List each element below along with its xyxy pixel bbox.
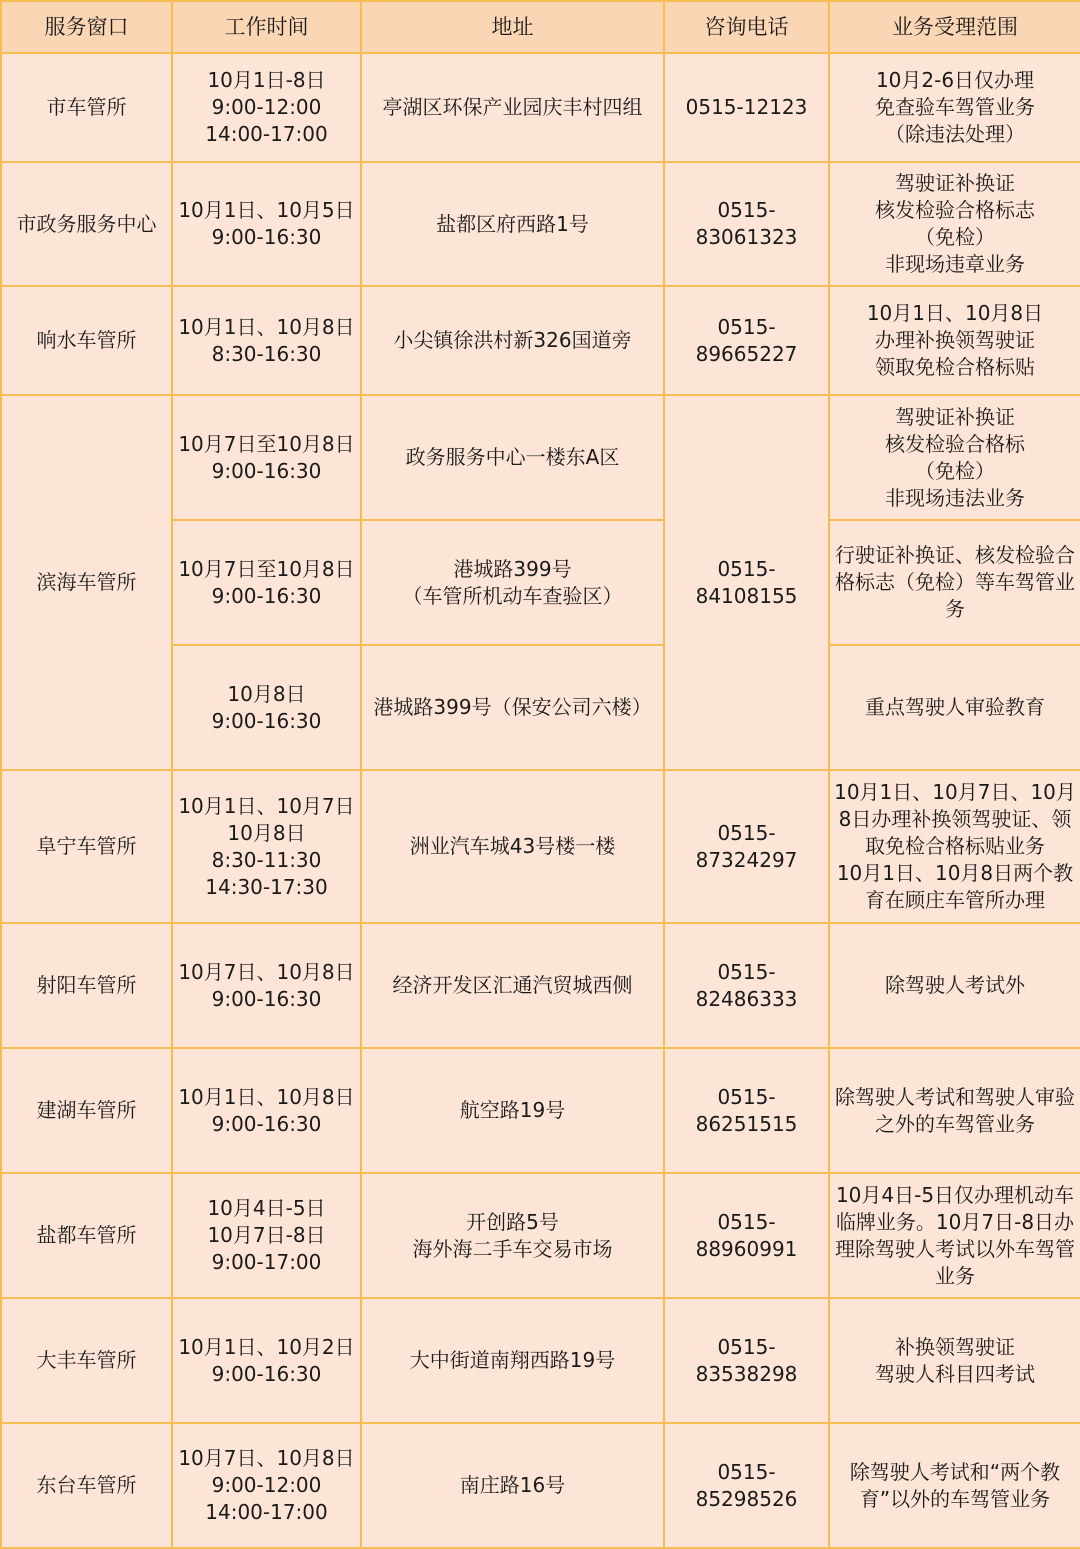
cell-address: 洲业汽车城43号楼一楼 [361,770,664,923]
header-window: 服务窗口 [1,1,172,53]
header-scope: 业务受理范围 [829,1,1080,53]
cell-phone: 0515-82486333 [664,923,829,1048]
cell-phone: 0515-86251515 [664,1048,829,1173]
cell-scope: 驾驶证补换证 核发检验合格标志 （免检） 非现场违章业务 [829,162,1080,286]
cell-time: 10月7日、10月8日 9:00-16:30 [172,923,361,1048]
table-row [1,286,1080,395]
cell-window: 市政务服务中心 [1,162,172,286]
cell-address: 港城路399号（保安公司六楼） [361,645,664,770]
cell-phone: 0515-83061323 [664,162,829,286]
cell-address: 盐都区府西路1号 [361,162,664,286]
cell-address: 航空路19号 [361,1048,664,1173]
cell-scope: 驾驶证补换证 核发检验合格标 （免检） 非现场违法业务 [829,395,1080,520]
cell-window: 建湖车管所 [1,1048,172,1173]
cell-scope: 除驾驶人考试和驾驶人审验之外的车驾管业务 [829,1048,1080,1173]
cell-address: 港城路399号 （车管所机动车查验区） [361,520,664,645]
cell-scope: 行驶证补换证、核发检验合格标志（免检）等车驾管业务 [829,520,1080,645]
cell-address: 开创路5号 海外海二手车交易市场 [361,1173,664,1298]
cell-scope: 10月1日、10月8日 办理补换领驾驶证 领取免检合格标贴 [829,286,1080,395]
cell-time: 10月1日、10月2日 9:00-16:30 [172,1298,361,1423]
cell-time: 10月1日、10月5日 9:00-16:30 [172,162,361,286]
cell-time: 10月1日-8日 9:00-12:00 14:00-17:00 [172,53,361,162]
table-row [1,162,1080,286]
cell-phone: 0515-88960991 [664,1173,829,1298]
header-row [1,1,1080,53]
cell-window: 滨海车管所 [1,395,172,770]
header-time: 工作时间 [172,1,361,53]
cell-phone: 0515-84108155 [664,395,829,770]
table-row [1,1298,1080,1423]
cell-address: 亭湖区环保产业园庆丰村四组 [361,53,664,162]
cell-scope: 重点驾驶人审验教育 [829,645,1080,770]
cell-address: 小尖镇徐洪村新326国道旁 [361,286,664,395]
cell-time: 10月7日至10月8日 9:00-16:30 [172,395,361,520]
cell-window: 响水车管所 [1,286,172,395]
cell-time: 10月1日、10月7日 10月8日 8:30-11:30 14:30-17:30 [172,770,361,923]
cell-time: 10月1日、10月8日 9:00-16:30 [172,1048,361,1173]
cell-scope: 10月4日-5日仅办理机动车临牌业务。10月7日-8日办理除驾驶人考试以外车驾管业务 [829,1173,1080,1298]
cell-address: 南庄路16号 [361,1423,664,1548]
cell-phone: 0515-89665227 [664,286,829,395]
cell-scope: 除驾驶人考试外 [829,923,1080,1048]
cell-window: 市车管所 [1,53,172,162]
table-row [1,1048,1080,1173]
table-row [1,770,1080,923]
table-row [1,53,1080,162]
header-phone: 咨询电话 [664,1,829,53]
cell-window: 阜宁车管所 [1,770,172,923]
cell-phone: 0515-12123 [664,53,829,162]
table-row [1,395,1080,520]
cell-scope: 补换领驾驶证 驾驶人科目四考试 [829,1298,1080,1423]
header-address: 地址 [361,1,664,53]
cell-time: 10月4日-5日 10月7日-8日 9:00-17:00 [172,1173,361,1298]
cell-phone: 0515-85298526 [664,1423,829,1548]
cell-address: 经济开发区汇通汽贸城西侧 [361,923,664,1048]
cell-scope: 除驾驶人考试和“两个教育”以外的车驾管业务 [829,1423,1080,1548]
cell-phone: 0515-83538298 [664,1298,829,1423]
cell-address: 大中街道南翔西路19号 [361,1298,664,1423]
cell-scope: 10月1日、10月7日、10月8日办理补换领驾驶证、领取免检合格标贴业务 10月1日、10月8日两个教育在顾庄车管所办理 [829,770,1080,923]
cell-window: 盐都车管所 [1,1173,172,1298]
cell-scope: 10月2-6日仅办理 免查验车驾管业务 （除违法处理） [829,53,1080,162]
cell-phone: 0515-87324297 [664,770,829,923]
cell-time: 10月7日、10月8日 9:00-12:00 14:00-17:00 [172,1423,361,1548]
cell-address: 政务服务中心一楼东A区 [361,395,664,520]
table-row [1,1173,1080,1298]
cell-window: 射阳车管所 [1,923,172,1048]
table-row [1,1423,1080,1548]
cell-time: 10月1日、10月8日 8:30-16:30 [172,286,361,395]
cell-time: 10月8日 9:00-16:30 [172,645,361,770]
cell-window: 东台车管所 [1,1423,172,1548]
table-row [1,923,1080,1048]
cell-time: 10月7日至10月8日 9:00-16:30 [172,520,361,645]
cell-window: 大丰车管所 [1,1298,172,1423]
